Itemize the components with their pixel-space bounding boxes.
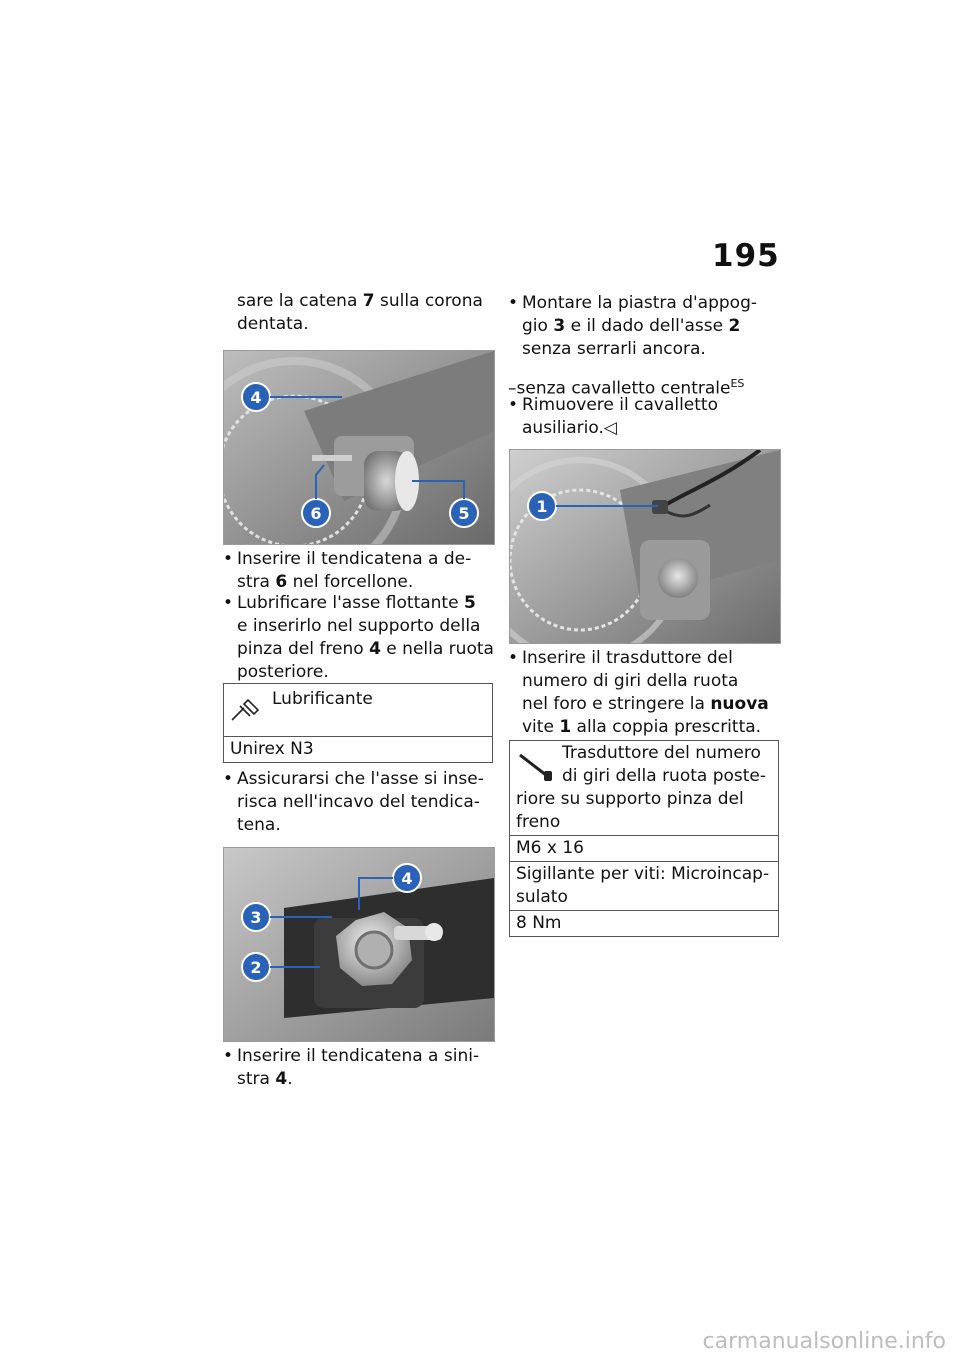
- lubricant-title: Lubrificante: [272, 689, 373, 709]
- bullet-remove-stand: • Rimuovere il cavalletto ausiliario.◁: [508, 395, 718, 438]
- page-number: 195: [712, 238, 780, 274]
- callout-2-label: 2: [250, 958, 262, 977]
- figure-axle-nut: [223, 847, 495, 1042]
- callout-3-label: 3: [250, 908, 262, 927]
- torque-table-title: Trasduttore del numero di giri della ruota poste- riore su supporto pinza del freno: [516, 743, 767, 832]
- torque-size: M6 x 16: [510, 835, 778, 861]
- callout-6-label: 6: [310, 504, 322, 523]
- bullet-insert-left-adjuster: • Inserire il tendicatena a sini- stra 4.: [223, 1046, 480, 1089]
- figure-wheel-speed-sensor: [509, 449, 781, 644]
- torque-sealant: Sigillante per viti: Microincap- sulato: [510, 861, 778, 910]
- condition-no-centerstand: –senza cavalletto centrale$^{ES}$: [508, 377, 745, 399]
- lubricant-value: Unirex N3: [224, 736, 492, 762]
- bullet-lubricate-axle: • Lubrificare l'asse flottante 5 e inserirlo nel supporto della pinza del freno 4 e nella ruota posteriore.: [223, 593, 494, 682]
- callout-1-label: 1: [536, 497, 548, 516]
- bullet-check-axle: • Assicurarsi che l'asse si inse- risca nell'incavo del tendica- tena.: [223, 769, 484, 835]
- footer-watermark: carmanualsonline.info: [702, 1329, 946, 1354]
- torque-wrench-icon: [516, 751, 556, 790]
- callout-5-label: 5: [458, 504, 470, 523]
- bullet-insert-right-adjuster: • Inserire il tendicatena a de- stra 6 nel forcellone.: [223, 549, 472, 592]
- grease-gun-icon: [230, 698, 260, 729]
- end-mark-icon: ◁: [603, 418, 617, 438]
- lubricant-table: [223, 683, 493, 763]
- figure-chain-adjuster-right: [223, 350, 495, 545]
- callout-4b-label: 4: [401, 869, 413, 888]
- bullet-insert-sensor: • Inserire il trasduttore del numero di giri della ruota nel foro e stringere la nuova vite 1 alla coppia prescritta.: [508, 648, 769, 737]
- callout-4-label: 4: [250, 388, 262, 407]
- bullet-mount-plate: • Montare la piastra d'appog- gio 3 e il dado dell'asse 2 senza serrarli ancora.: [508, 293, 758, 359]
- torque-value: 8 Nm: [510, 910, 778, 936]
- torque-table: [509, 740, 779, 937]
- intro-text: sare la catena 7 sulla corona dentata.: [237, 291, 483, 334]
